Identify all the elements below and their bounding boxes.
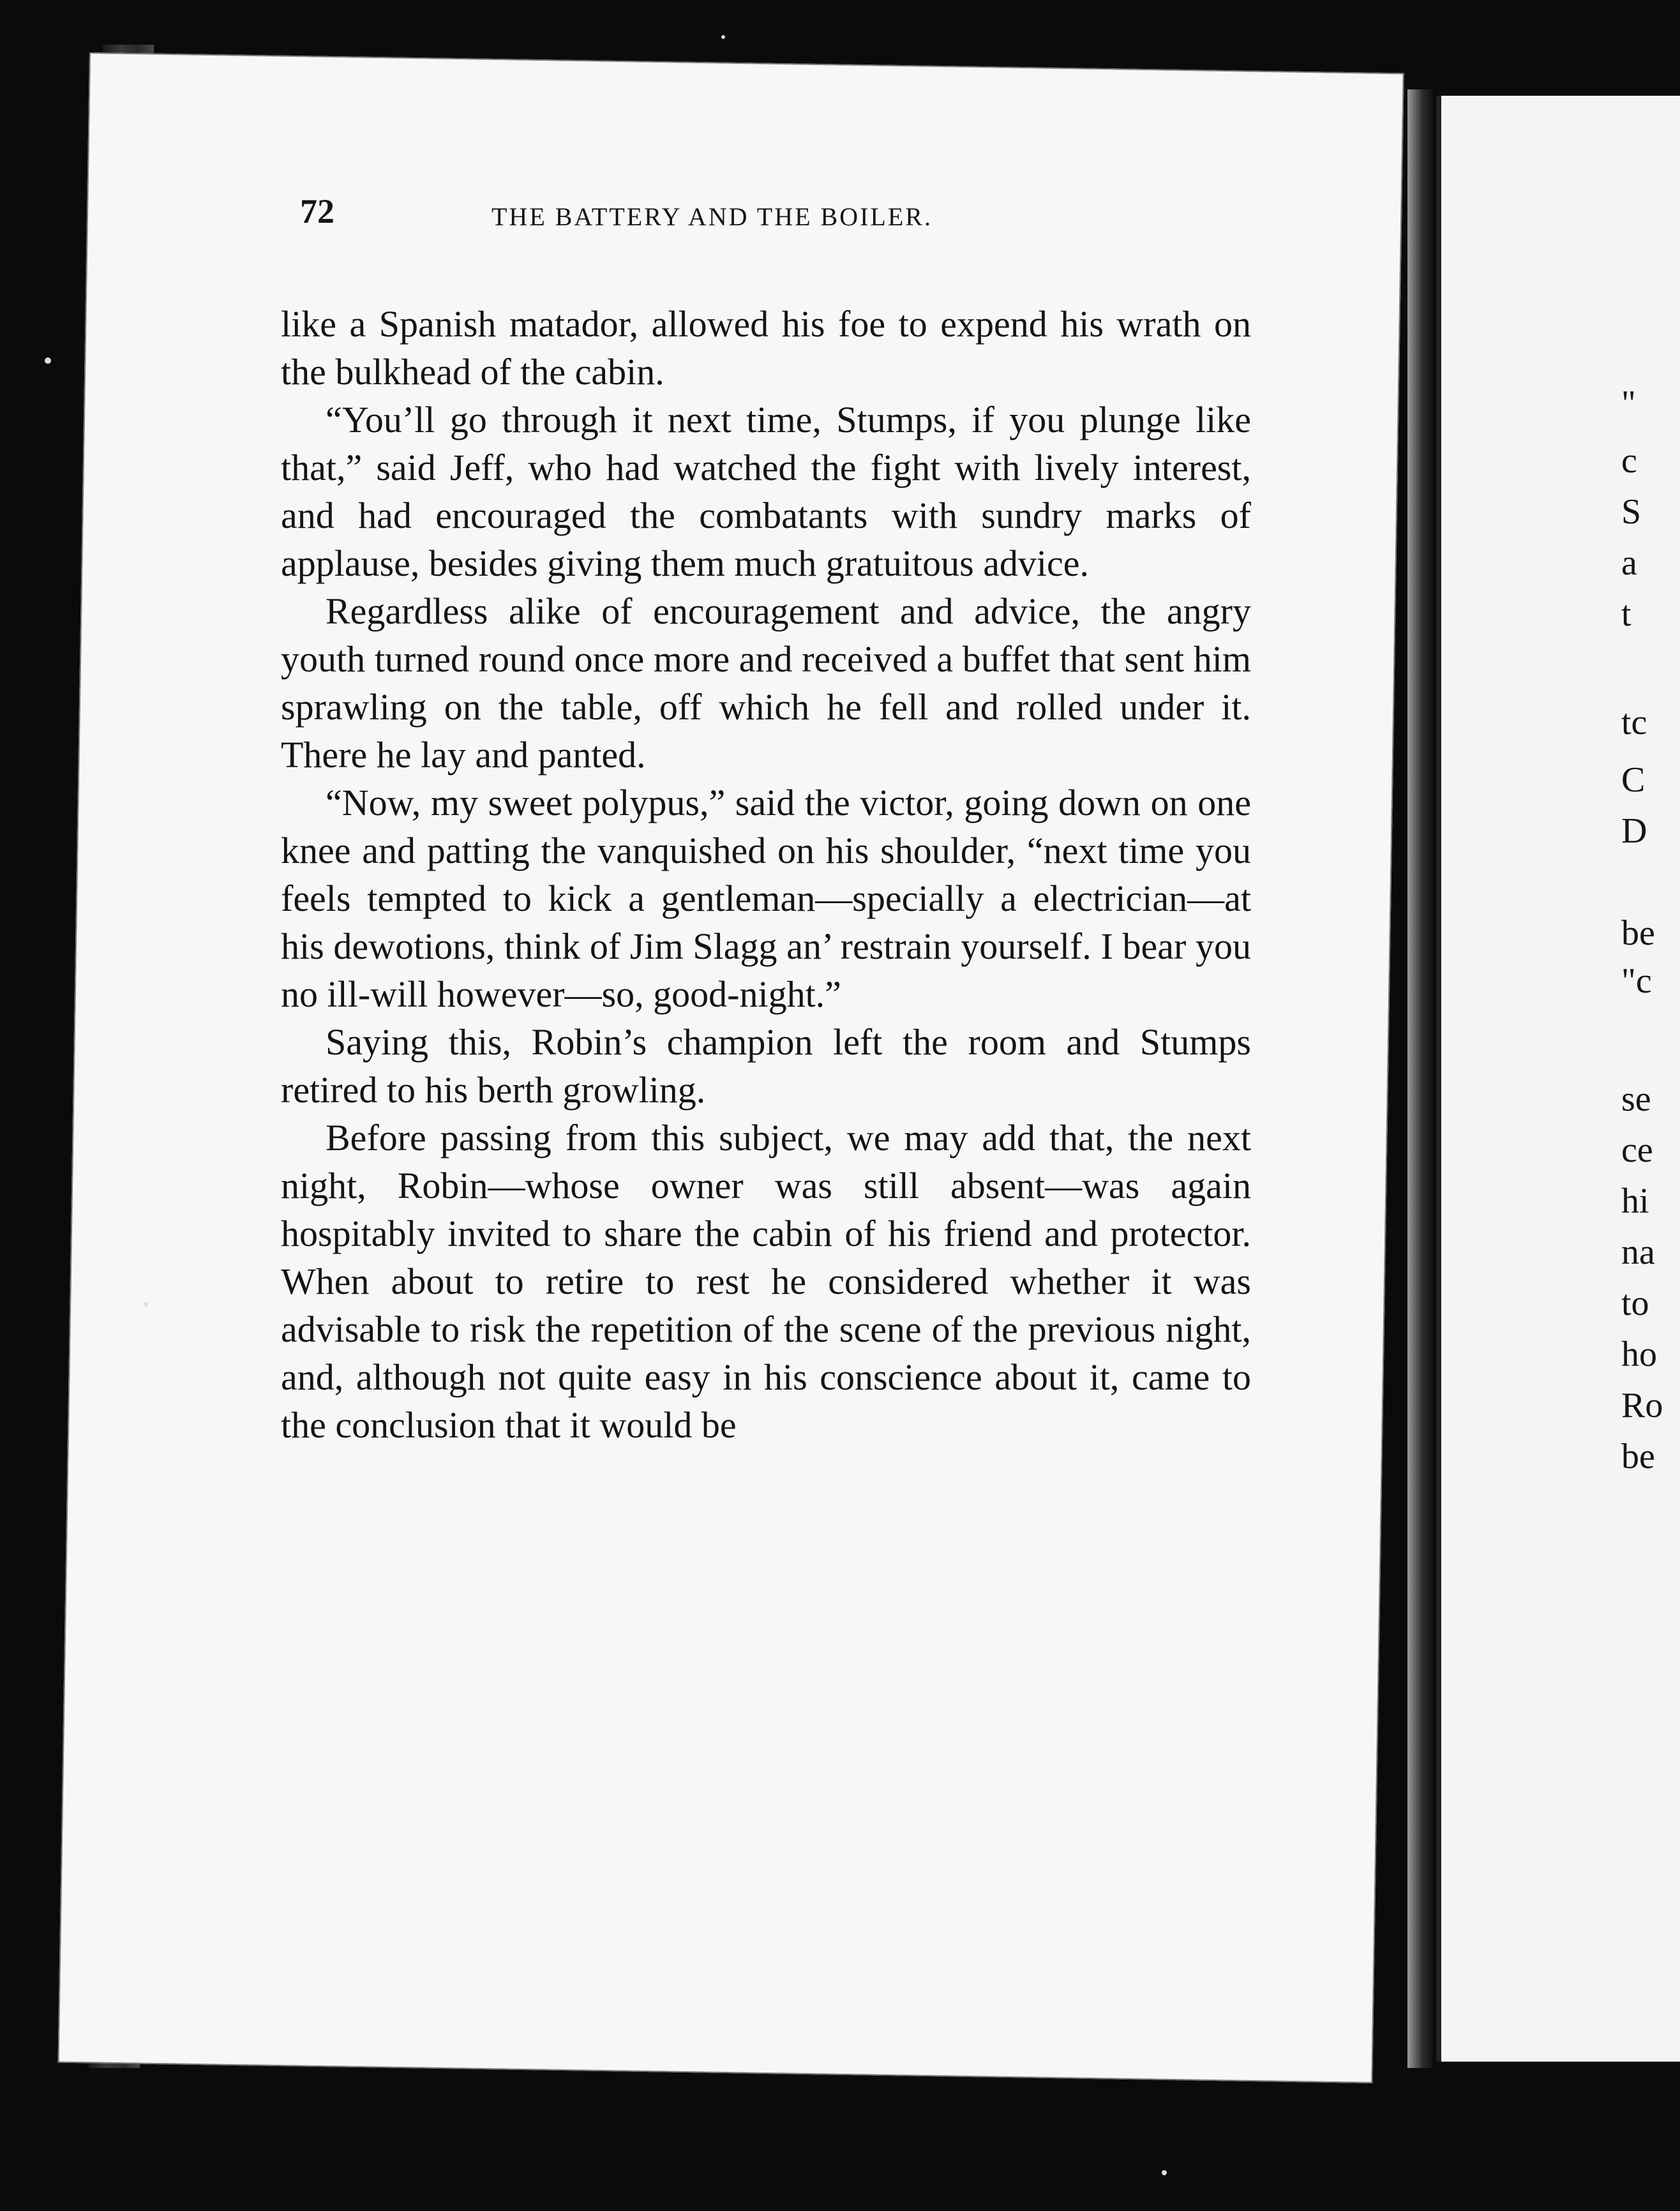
scan-speck xyxy=(721,35,725,39)
scan-speck xyxy=(144,1302,148,1307)
facing-fragment: ce xyxy=(1621,1130,1653,1170)
facing-fragment: C xyxy=(1621,760,1646,800)
page-body-text xyxy=(281,300,1251,1449)
facing-fragment: be xyxy=(1621,913,1655,953)
paragraph: like a Spanish matador, allowed his foe to expend his wrath on the bulkhead of the cabin. xyxy=(281,303,1251,393)
paragraph: “Now, my sweet polypus,” said the victor, going down on one knee and patting the vanquished on his shoulder, “next time you feels tempted to kick a gentleman—specially a electrician—at his dewotions, think of Jim Slagg an’ restrain yourself. I bear you no ill-will however—so, good-night.” xyxy=(281,782,1251,1015)
facing-fragment: ho xyxy=(1621,1335,1657,1374)
facing-fragment: S xyxy=(1621,492,1642,532)
facing-fragment: na xyxy=(1621,1233,1655,1272)
facing-fragment: to xyxy=(1621,1284,1649,1323)
facing-fragment: c xyxy=(1621,441,1637,481)
facing-fragment: Ro xyxy=(1621,1386,1663,1425)
paragraph: “You’ll go through it next time, Stumps, if you plunge like that,” said Jeff, who had watched the fight with lively interest, and had encouraged the combatants with sundry marks of applause, besides giving them much gratuitous advice. xyxy=(281,399,1251,584)
facing-fragment: "c xyxy=(1621,961,1652,1001)
running-title: THE BATTERY AND THE BOILER. xyxy=(491,202,933,231)
paragraph: Saying this, Robin’s champion left the room and Stumps retired to his berth growling. xyxy=(281,1021,1251,1111)
facing-fragment: be xyxy=(1621,1437,1655,1476)
facing-fragment: t xyxy=(1621,594,1631,634)
page-number: 72 xyxy=(300,192,334,230)
page-fold-shadow xyxy=(1407,89,1433,2068)
facing-fragment: D xyxy=(1621,811,1647,851)
scan-speck xyxy=(1162,2170,1167,2175)
facing-fragment: tc xyxy=(1621,703,1647,742)
paragraph: Before passing from this subject, we may add that, the next night, Robin—whose owner was still absent—was again hospitably invited to share the cabin of his friend and protector. When about to retire to rest he considered whether it was advisable to risk the repetition of the scene of the previous night, and, although not quite easy in his conscience about it, came to the conclusion that it would be xyxy=(281,1117,1251,1446)
facing-fragment: " xyxy=(1621,384,1636,423)
scan-speck xyxy=(45,357,51,364)
facing-fragment: a xyxy=(1621,543,1637,583)
paragraph: Regardless alike of encouragement and advice, the angry youth turned round once more and received a buffet that sent him sprawling on the table, off which he fell and rolled under it. There he lay and panted. xyxy=(281,590,1251,776)
facing-fragment: hi xyxy=(1621,1181,1649,1221)
running-head xyxy=(300,191,1117,249)
facing-fragment: se xyxy=(1621,1079,1651,1119)
